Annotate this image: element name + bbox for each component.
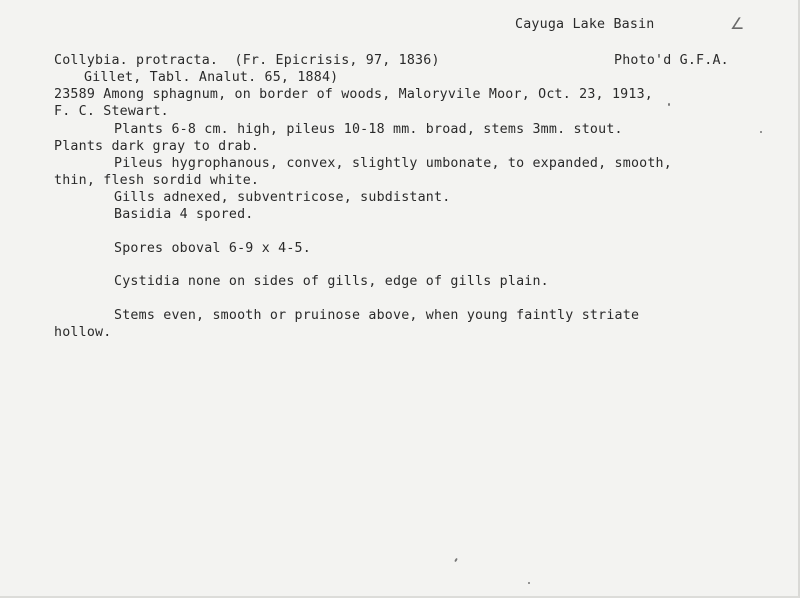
pileus-line-1: Pileus hygrophanous, convex, slightly umbonate, to expanded, smooth,: [114, 156, 672, 171]
collection-line-2: F. C. Stewart.: [54, 104, 169, 119]
collection-line-1: 23589 Among sphagnum, on border of woods, Maloryvile Moor, Oct. 23, 1913,: [54, 87, 653, 102]
paper-speck: [528, 582, 530, 584]
reference-line: Gillet, Tabl. Analut. 65, 1884): [84, 70, 339, 85]
paper-speck: [668, 103, 670, 106]
stems-line-1: Stems even, smooth or pruinose above, when young faintly striate: [114, 308, 640, 323]
cystidia-line: Cystidia none on sides of gills, edge of gills plain.: [114, 274, 549, 289]
stems-line-2: hollow.: [54, 325, 112, 340]
handwritten-mark: ∠: [730, 14, 745, 33]
location-heading: Cayuga Lake Basin: [515, 17, 655, 32]
paper-speck: [454, 558, 458, 562]
species-title: Collybia. protracta. (Fr. Epicrisis, 97, 1836): [54, 53, 440, 68]
paper-speck: [760, 131, 762, 133]
photo-credit: Photo'd G.F.A.: [614, 53, 729, 68]
spores-line: Spores oboval 6-9 x 4-5.: [114, 241, 311, 256]
plants-line-2: Plants dark gray to drab.: [54, 139, 260, 154]
gills-line: Gills adnexed, subventricose, subdistant.: [114, 190, 451, 205]
pileus-line-2: thin, flesh sordid white.: [54, 173, 260, 188]
basidia-line: Basidia 4 spored.: [114, 207, 254, 222]
plants-line-1: Plants 6-8 cm. high, pileus 10-18 mm. broad, stems 3mm. stout.: [114, 122, 623, 137]
